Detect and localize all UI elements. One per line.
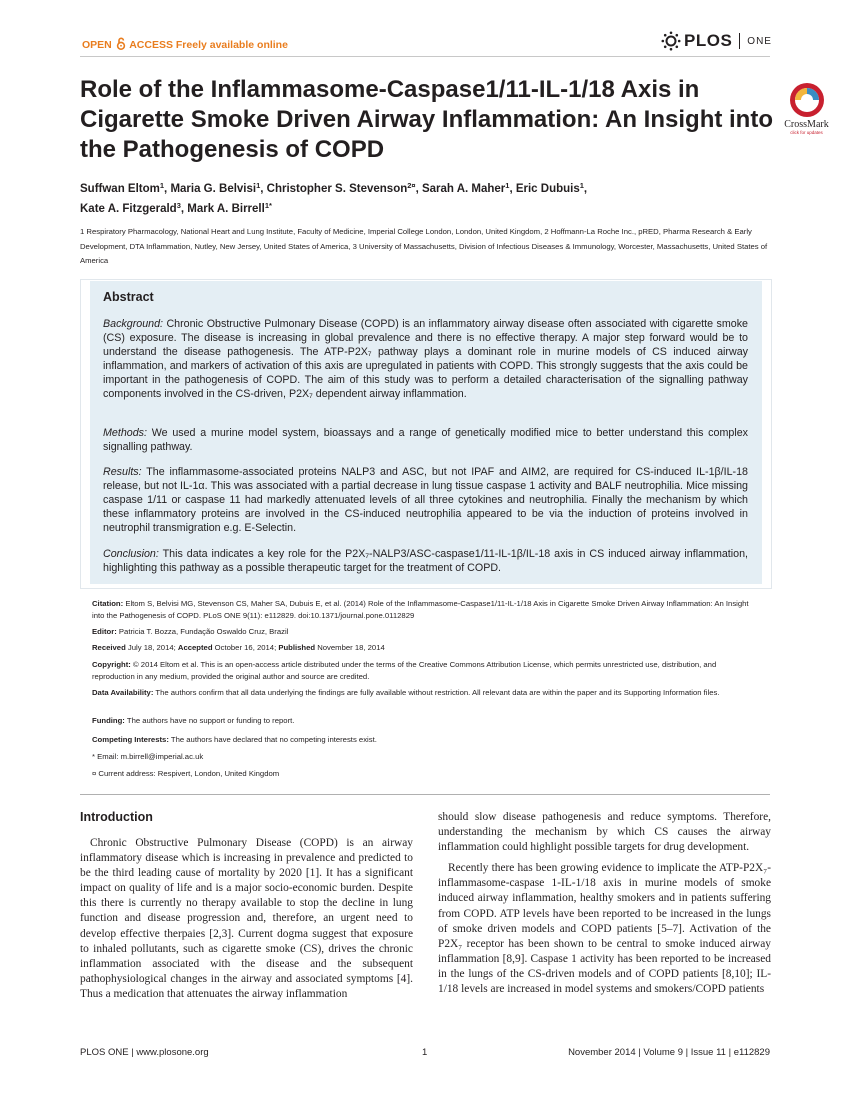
crossmark-badge[interactable]: [783, 82, 830, 135]
journal-logo[interactable]: [661, 31, 772, 51]
journal-logo-text: PLOS: [684, 31, 733, 50]
corresponding-email[interactable]: * Email: m.birrell@imperial.ac.uk: [92, 752, 204, 761]
received-label: Received: [92, 643, 126, 652]
competing-interests-label: Competing Interests:: [92, 735, 169, 744]
copyright-label: Copyright:: [92, 660, 131, 669]
competing-interests: [92, 734, 760, 746]
intro-paragraph-2: Recently there has been growing evidence to implicate the ATP-P2X₇-inflammasome-caspase 1-IL-1/18 axis in murine models of smoke induced airway inflammation, healthy smokers and in patients suffering from COPD. ATP levels have been reported to be increased in the lungs of smoke driven models and COPD patients [5–7]. Activation of the P2X₇ receptor has been shown to be central to smoke induced airway inflammation [8,9]. Caspase 1 activity has been reported to be increased in the lungs of the CS-driven models and of COPD patients [8,10]; IL-1/18 levels are increased in model systems and smokers/COPD patients: [438, 862, 771, 996]
abstract-background-text: Chronic Obstructive Pulmonary Disease (COPD) is an inflammatory airway disease often associated with cigarette smoke (CS) exposure. The disease is increasing in global prevalence and there is no effective therapy. A major step forward would be to understand the disease pathogenesis. The ATP-P2X₇ pathway plays a dominant role in murine models of CS induced airway inflammation, and markers of activation of this axis are upregulated in patients with COPD. This strongly suggests that the axis could be important in the pathogenesis of COPD. The aim of this study was to perform a detailed characterisation of the signalling pathway components involved in the CS-driven, P2X₇ dependent airway inflammation.: [103, 318, 748, 400]
header-divider: [80, 56, 770, 57]
crossmark-label: CrossMark: [784, 119, 829, 130]
abstract-conclusion-label: Conclusion:: [103, 548, 159, 560]
current-address: ¤ Current address: Respivert, London, United Kingdom: [92, 769, 280, 778]
funding: [92, 715, 760, 727]
author-name[interactable]: Christopher S. Stevenson: [266, 183, 408, 195]
author-name[interactable]: Sarah A. Maher: [421, 183, 506, 195]
abstract-background: [103, 317, 748, 401]
author-affiliation-mark: 1: [256, 181, 261, 190]
citation-label: Citation:: [92, 599, 124, 608]
data-availability-text: The authors confirm that all data underlying the findings are fully available without restriction. All relevant data are within the paper and its Supporting Information files.: [155, 688, 720, 697]
abstract-conclusion-text: This data indicates a key role for the P2X₇-NALP3/ASC-caspase1/11-IL-1β/IL-18 axis in CS induced airway inflammation, highlighting this pathway as a possible therapeutic target for the treatment of COPD.: [103, 548, 748, 574]
logo-divider: [739, 33, 740, 49]
published-label: Published: [278, 643, 316, 652]
citation: [92, 598, 760, 621]
editor: [92, 626, 760, 638]
author-name[interactable]: Eric Dubuis: [515, 183, 580, 195]
abstract-methods: [103, 426, 748, 454]
introduction-heading: Introduction: [80, 810, 153, 824]
abstract-background-label: Background:: [103, 318, 164, 330]
article-title: Role of the Inflammasome-Caspase1/11-IL-1/18 Axis in Cigarette Smoke Driven Airway Inflammation: An Insight into the Pathogenesis of COPD: [80, 76, 773, 163]
publication-dates: [92, 642, 760, 654]
abstract-methods-label: Methods:: [103, 427, 147, 439]
author-name[interactable]: Mark A. Birrell: [187, 203, 265, 215]
competing-interests-text: The authors have declared that no competing interests exist.: [170, 735, 377, 744]
abstract-results: [103, 465, 748, 535]
abstract-conclusion: [103, 547, 748, 575]
editor-label: Editor:: [92, 627, 117, 636]
abstract-heading: Abstract: [103, 290, 154, 304]
author-name[interactable]: Suffwan Eltom: [80, 183, 160, 195]
body-column-right: [438, 810, 771, 997]
accepted-label: Accepted: [177, 643, 213, 652]
abstract-results-label: Results:: [103, 466, 142, 478]
page-number: 1: [422, 1047, 428, 1058]
intro-paragraph-continued: should slow disease pathogenesis and reduce symptoms. Therefore, understanding the mechanism by which CS causes the airway inflammation could highlight possible targets for drug development.: [438, 811, 771, 854]
intro-paragraph-1: Chronic Obstructive Pulmonary Disease (COPD) is an airway inflammatory disease which is increasing in prevalence and predicted to be the third leading cause of mortality by 2020 [1]. It has a significant impact on quality of life and is a major socio-economic burden. Despite this there is currently no therapy available to stop the decline in lung function and disease progression and, therefore, an urgent need to develop effective therpaies [2,3]. Current dogma suggest that exposure to inhaled pollutants, such as cigarette smoke (CS), drives the chronic inflammation associated with the disease and the subsequent pathophysiological changes in the airway and associated symptoms [4]. Thus a medication that attenuates the airway inflammation: [80, 837, 413, 1000]
editor-text: Patricia T. Bozza, Fundação Oswaldo Cruz, Brazil: [118, 627, 289, 636]
author-affiliation-mark: 1*: [264, 201, 272, 210]
body-column-left: [80, 836, 413, 1002]
author-affiliation-mark: 1: [159, 181, 165, 190]
received-date: July 18, 2014;: [127, 643, 176, 652]
funding-text: The authors have no support or funding to report.: [126, 716, 295, 725]
author-name[interactable]: Maria G. Belvisi: [170, 183, 257, 195]
metadata-divider: [80, 794, 770, 795]
open-access-label-start: OPEN: [82, 39, 115, 51]
journal-logo-suffix: ONE: [747, 35, 772, 47]
copyright: [92, 659, 760, 682]
data-availability-label: Data Availability:: [92, 688, 154, 697]
footer-issue-info: November 2014 | Volume 9 | Issue 11 | e112829: [568, 1047, 770, 1058]
author-affiliation-mark: 1: [505, 181, 510, 190]
crossmark-icon: [789, 82, 825, 118]
author-list: Suffwan Eltom$^1$, Maria G. Belvisi$^1$, Christopher S. Stevenson$^{2¤}$, Sarah A. Maher$^1$, Eric Dubuis$^1$, Kate A. Fitzgerald$^3$, Mark A. Birrell$^{1*}$: [80, 181, 588, 215]
published-date: November 18, 2014: [317, 643, 385, 652]
copyright-text: © 2014 Eltom et al. This is an open-access article distributed under the terms of the Creative Commons Attribution License, which permits unrestricted use, distribution, and reproduction in any medium, provided the original author and source are credited.: [92, 660, 717, 681]
author-affiliation-mark: 1: [579, 181, 584, 190]
abstract-methods-text: We used a murine model system, bioassays and a range of genetically modified mice to better understand this complex signalling pathway.: [103, 427, 748, 453]
open-access-label-end: ACCESS Freely available online: [126, 39, 288, 51]
author-affiliations: 1 Respiratory Pharmacology, National Heart and Lung Institute, Faculty of Medicine, Imperial College London, London, United Kingdom, 2 Hoffmann-La Roche Inc., pRED, Pharma Research & Early Development, DTA Inflammation, Nutley, New Jersey, United States of America, 3 University of Massachusetts, Division of Infectious Diseases & Immunology, Worcester, Massachusetts, United States of America: [80, 227, 768, 266]
plos-sun-icon: [661, 31, 681, 51]
citation-text[interactable]: Eltom S, Belvisi MG, Stevenson CS, Maher SA, Dubuis E, et al. (2014) Role of the Inflammasome-Caspase1/11-IL-1/18 Axis in Cigarette Smoke Driven Airway Inflammation: An Insight into the Pathogenesis of COPD. PLoS ONE 9(11): e112829. doi:10.1371/journal.pone.0112829: [92, 599, 749, 620]
footer-journal-site[interactable]: PLOS ONE | www.plosone.org: [80, 1047, 209, 1058]
author-name[interactable]: Kate A. Fitzgerald: [80, 203, 177, 215]
author-affiliation-mark: 2¤: [407, 181, 416, 190]
data-availability: [92, 687, 760, 699]
abstract-results-text: The inflammasome-associated proteins NALP3 and ASC, but not IPAF and AIM2, are required for CS-induced IL-1β/IL-18 release, but not IL-1α. This was associated with a partial decrease in lung tissue caspase 1 activity and BALF neutrophilia. Mice missing caspase 1/11 or caspase 11 had markedly attenuated levels of all three cytokines and neutrophilia. Finally the mechanism by which these inflammatory proteins are involved in the CS-induced neutrophilia appeared to be via the induction of proteins involved in neutrophil transmigration e.g. E-Selectin.: [103, 466, 748, 534]
open-access-lock-icon: [116, 37, 126, 50]
crossmark-sublabel: click for updates: [790, 130, 823, 135]
open-access-banner: [82, 37, 288, 51]
author-affiliation-mark: 3: [176, 201, 181, 210]
accepted-date: October 16, 2014;: [214, 643, 277, 652]
funding-label: Funding:: [92, 716, 125, 725]
